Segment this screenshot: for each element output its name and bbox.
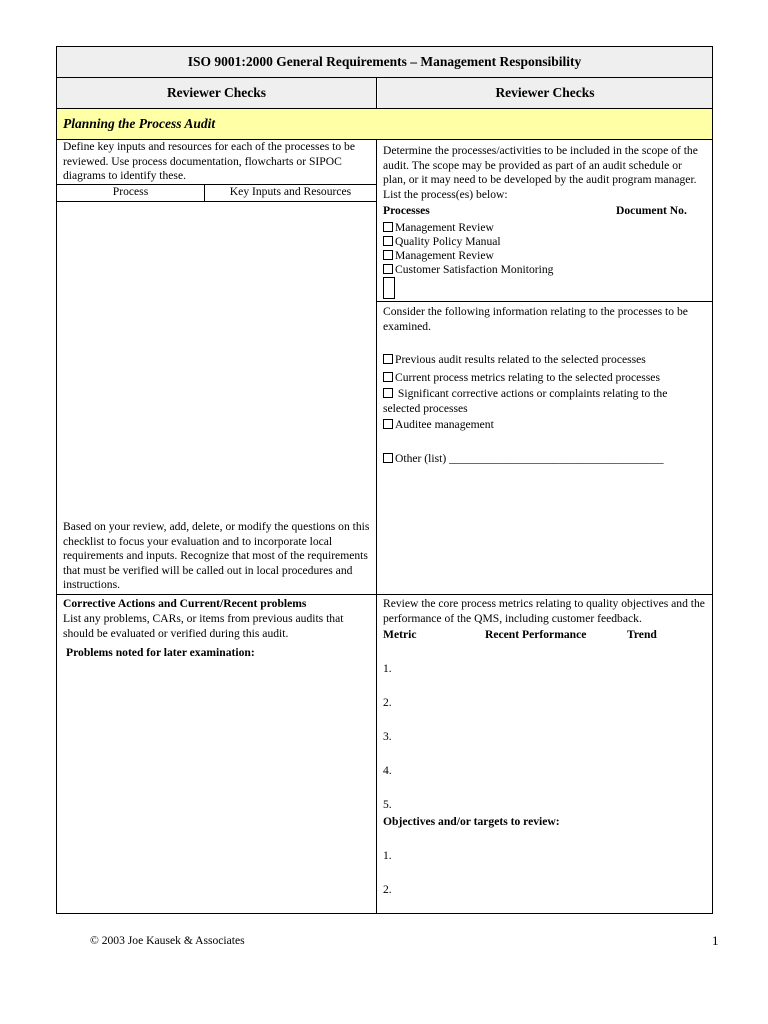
- process-item: Management Review: [383, 221, 494, 235]
- corrective-actions-text: List any problems, CARs, or items from previous audits that should be evaluated or verified during this audit.: [63, 612, 344, 640]
- objectives-label: Objectives and/or targets to review:: [383, 815, 560, 828]
- column-header-left: Reviewer Checks: [57, 78, 376, 108]
- checkbox[interactable]: [383, 419, 393, 429]
- consider-item: Significant corrective actions or complaints relating to the selected processes: [383, 387, 668, 415]
- review-note: Based on your review, add, delete, or modify the questions on this checklist to focus your evaluation and to incorporate local requirements and inputs. Recognize that most of the requirements that must be verified will be called out in local procedures and instructions.: [63, 520, 370, 591]
- divider: [57, 201, 376, 202]
- section-title: Planning the Process Audit: [57, 109, 712, 139]
- process-item: Management Review: [383, 249, 494, 263]
- divider: [377, 301, 712, 302]
- checkbox[interactable]: [383, 354, 393, 364]
- page-number: 1: [712, 933, 719, 948]
- divider: [376, 139, 377, 914]
- inputs-intro: Define key inputs and resources for each of the processes to be reviewed. Use process documentation, flowcharts or SIPOC diagrams to identify these.: [63, 140, 355, 182]
- empty-process-checkbox[interactable]: [383, 277, 395, 299]
- metric-number: 3.: [383, 730, 392, 743]
- process-item: Quality Policy Manual: [383, 235, 501, 249]
- metric-number: 1.: [383, 662, 392, 675]
- other-item: Other (list) _____________________________________: [383, 452, 664, 466]
- metric-column-header: Metric: [383, 628, 417, 641]
- problems-label: Problems noted for later examination:: [66, 646, 255, 659]
- objective-number: 1.: [383, 849, 392, 862]
- objective-number: 2.: [383, 883, 392, 896]
- metric-number: 5.: [383, 798, 392, 811]
- consider-intro: Consider the following information relating to the processes to be examined.: [383, 305, 688, 333]
- performance-column-header: Recent Performance: [485, 628, 587, 641]
- copyright: © 2003 Joe Kausek & Associates: [90, 934, 245, 947]
- consider-item: Previous audit results related to the selected processes: [383, 353, 646, 367]
- checkbox[interactable]: [383, 236, 393, 246]
- checkbox[interactable]: [383, 222, 393, 232]
- checkbox[interactable]: [383, 453, 393, 463]
- corrective-actions-heading: Corrective Actions and Current/Recent problems: [63, 597, 307, 610]
- checkbox[interactable]: [383, 388, 393, 398]
- process-column-header: Process: [112, 185, 149, 198]
- metrics-intro: Review the core process metrics relating to quality objectives and the performance of the QMS, including customer feedback.: [383, 597, 705, 625]
- metric-number: 4.: [383, 764, 392, 777]
- checkbox[interactable]: [383, 372, 393, 382]
- column-header-right: Reviewer Checks: [378, 78, 712, 108]
- divider: [57, 594, 712, 595]
- scope-intro: Determine the processes/activities to be included in the scope of the audit. The scope may be provided as part of an audit schedule or plan, or it may need to be developed by the audit program manager. List the process(es) below:: [383, 144, 698, 201]
- divider: [376, 78, 377, 109]
- document-title: ISO 9001:2000 General Requirements – Management Responsibility: [57, 47, 712, 77]
- inputs-column-header: Key Inputs and Resources: [229, 185, 352, 198]
- consider-item: Auditee management: [383, 418, 494, 432]
- checkbox[interactable]: [383, 250, 393, 260]
- document-no-label: Document No.: [616, 204, 687, 217]
- processes-label: Processes: [383, 204, 430, 217]
- checkbox[interactable]: [383, 264, 393, 274]
- metric-number: 2.: [383, 696, 392, 709]
- process-item: Customer Satisfaction Monitoring: [383, 263, 553, 277]
- consider-item: Current process metrics relating to the selected processes: [383, 371, 660, 385]
- trend-column-header: Trend: [627, 628, 657, 641]
